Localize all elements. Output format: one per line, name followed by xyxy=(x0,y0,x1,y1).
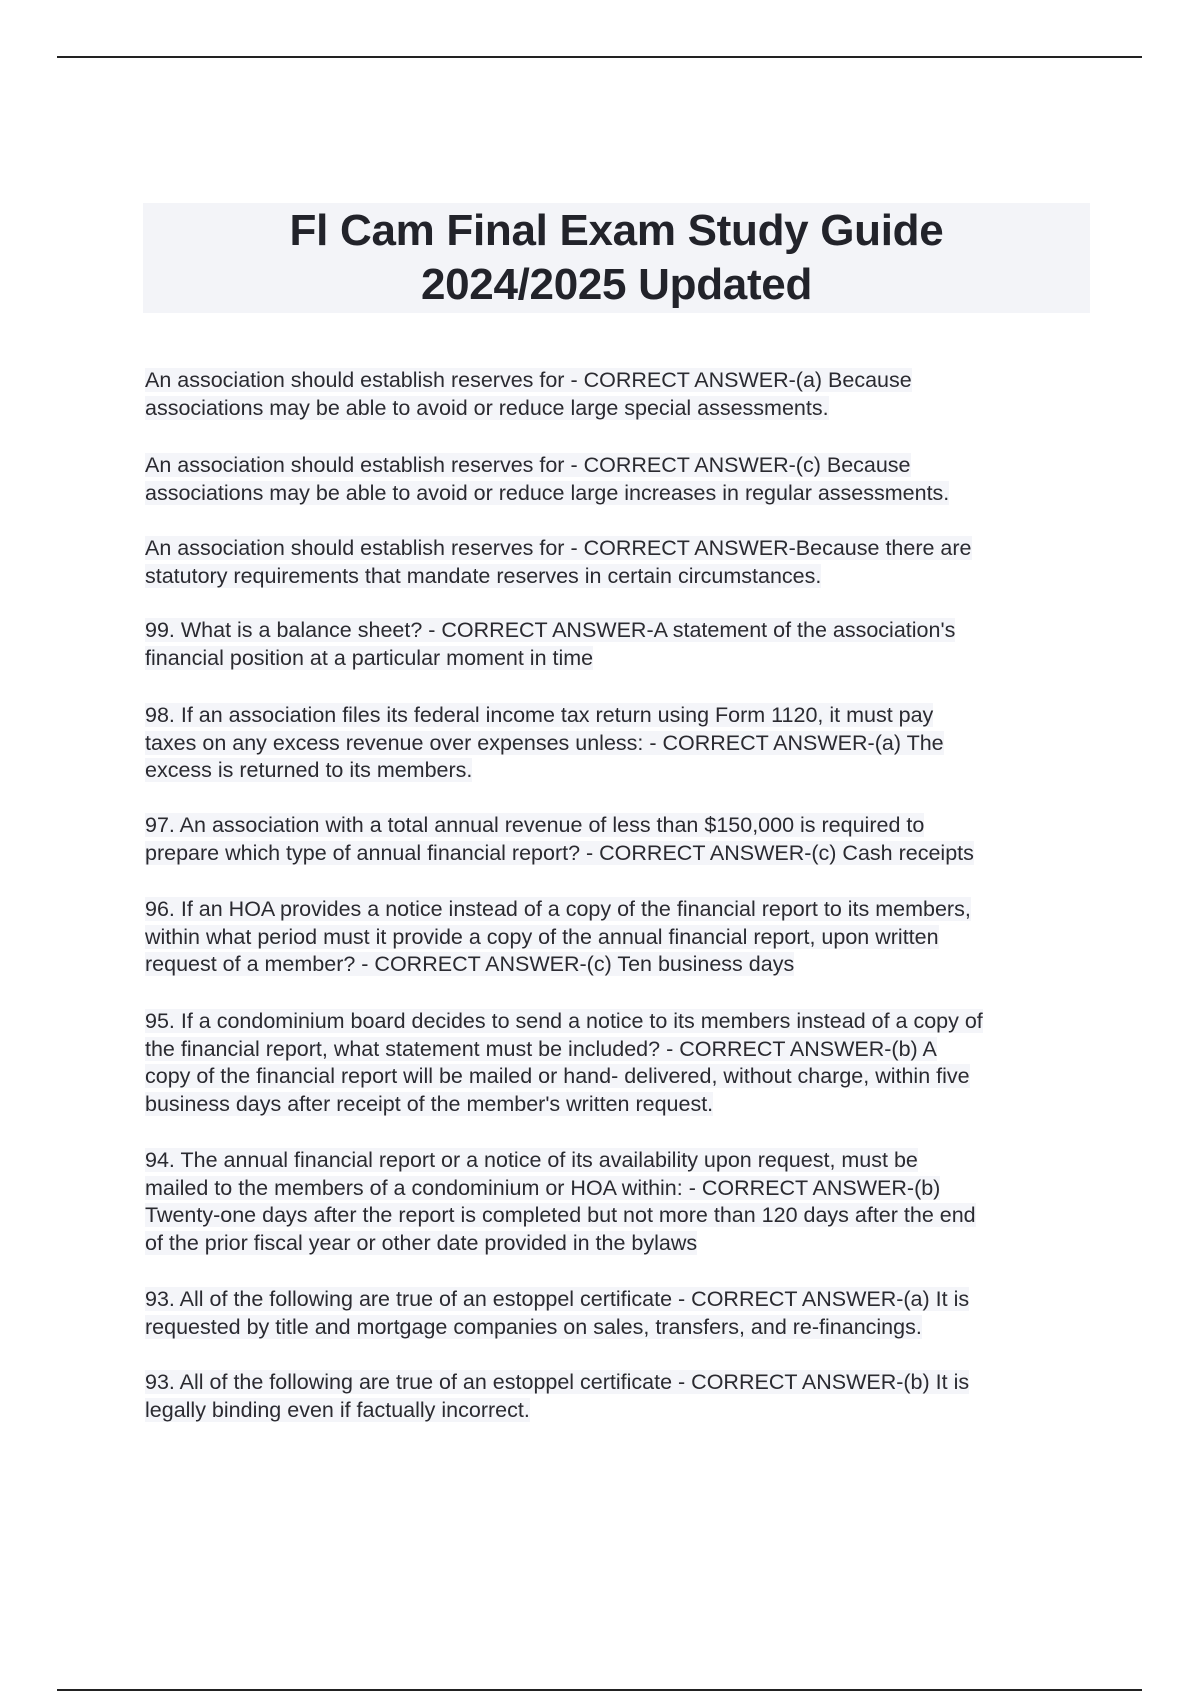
qa-line-text: prepare which type of annual financial report? - CORRECT ANSWER-(c) Cash receipts xyxy=(145,840,974,865)
qa-line xyxy=(145,757,1105,785)
qa-line-text: requested by title and mortgage companies on sales, transfers, and re-financings. xyxy=(145,1314,922,1339)
qa-item xyxy=(145,535,1105,590)
qa-line-text: 97. An association with a total annual revenue of less than $150,000 is required to xyxy=(145,813,925,837)
qa-line xyxy=(145,395,1105,423)
qa-line xyxy=(145,452,1105,480)
qa-item xyxy=(145,1286,1105,1341)
qa-line-text: An association should establish reserves for - CORRECT ANSWER-(c) Because xyxy=(145,453,911,477)
qa-line xyxy=(145,563,1105,591)
qa-item xyxy=(145,1008,1105,1118)
qa-item xyxy=(145,367,1105,422)
qa-line xyxy=(145,1175,1105,1203)
qa-line xyxy=(145,1369,1105,1397)
qa-item xyxy=(145,812,1105,867)
qa-item xyxy=(145,1147,1105,1257)
qa-line-text: of the prior fiscal year or other date provided in the bylaws xyxy=(145,1230,698,1255)
qa-line xyxy=(145,480,1105,508)
qa-line-text: 93. All of the following are true of an estoppel certificate - CORRECT ANSWER-(a) It is xyxy=(145,1287,970,1311)
qa-line xyxy=(145,730,1105,758)
qa-item xyxy=(145,452,1105,507)
qa-line xyxy=(145,1286,1105,1314)
qa-line-text: within what period must it provide a copy of the annual financial report, upon written xyxy=(145,924,939,949)
qa-line-text: 93. All of the following are true of an estoppel certificate - CORRECT ANSWER-(b) It is xyxy=(145,1370,970,1394)
qa-line xyxy=(145,1091,1105,1119)
qa-line-text: the financial report, what statement must be included? - CORRECT ANSWER-(b) A xyxy=(145,1036,937,1061)
qa-line-text: request of a member? - CORRECT ANSWER-(c) Ten business days xyxy=(145,952,795,976)
qa-line-text: 99. What is a balance sheet? - CORRECT ANSWER-A statement of the association's xyxy=(145,618,956,642)
qa-line-text: statutory requirements that mandate reserves in certain circumstances. xyxy=(145,563,822,588)
qa-item xyxy=(145,1369,1105,1424)
qa-item xyxy=(145,702,1105,785)
bottom-rule xyxy=(57,1689,1142,1691)
qa-line xyxy=(145,1397,1105,1425)
qa-line-text: business days after receipt of the member's written request. xyxy=(145,1091,714,1116)
title-line-2: 2024/2025 Updated xyxy=(420,260,813,309)
top-rule xyxy=(57,56,1142,58)
qa-line-text: associations may be able to avoid or reduce large increases in regular assessments. xyxy=(145,480,950,505)
qa-line xyxy=(145,645,1105,673)
qa-item xyxy=(145,617,1105,672)
qa-line xyxy=(145,1147,1105,1175)
qa-line xyxy=(145,1202,1105,1230)
qa-line-text: taxes on any excess revenue over expenses unless: - CORRECT ANSWER-(a) The xyxy=(145,730,944,755)
qa-line-text: An association should establish reserves for - CORRECT ANSWER-(a) Because xyxy=(145,368,912,392)
qa-line-text: excess is returned to its members. xyxy=(145,758,473,782)
qa-line-text: financial position at a particular moment in time xyxy=(145,645,594,670)
qa-line-text: 94. The annual financial report or a notice of its availability upon request, must be xyxy=(145,1148,918,1172)
qa-line xyxy=(145,896,1105,924)
qa-line-text: legally binding even if factually incorrect. xyxy=(145,1397,530,1422)
document-title xyxy=(143,203,1090,313)
qa-line xyxy=(145,1230,1105,1258)
qa-line-text: 95. If a condominium board decides to send a notice to its members instead of a copy of xyxy=(145,1009,983,1033)
qa-line-text: copy of the financial report will be mailed or hand- delivered, without charge, within five xyxy=(145,1064,970,1088)
qa-line-text: 98. If an association files its federal income tax return using Form 1120, it must pay xyxy=(145,703,934,727)
qa-line xyxy=(145,951,1105,979)
qa-line-text: mailed to the members of a condominium or HOA within: - CORRECT ANSWER-(b) xyxy=(145,1175,941,1200)
qa-line xyxy=(145,702,1105,730)
qa-line-text: Twenty-one days after the report is completed but not more than 120 days after the end xyxy=(145,1203,976,1227)
title-line-1: Fl Cam Final Exam Study Guide xyxy=(289,206,944,255)
qa-line xyxy=(145,924,1105,952)
qa-line xyxy=(145,1314,1105,1342)
qa-line xyxy=(145,1036,1105,1064)
qa-line-text: 96. If an HOA provides a notice instead of a copy of the financial report to its members, xyxy=(145,897,971,921)
qa-item xyxy=(145,896,1105,979)
qa-line-text: An association should establish reserves for - CORRECT ANSWER-Because there are xyxy=(145,536,972,560)
qa-line xyxy=(145,535,1105,563)
qa-line xyxy=(145,367,1105,395)
qa-line xyxy=(145,812,1105,840)
qa-line xyxy=(145,1063,1105,1091)
qa-line xyxy=(145,1008,1105,1036)
qa-line-text: associations may be able to avoid or reduce large special assessments. xyxy=(145,395,829,420)
qa-line xyxy=(145,840,1105,868)
qa-line xyxy=(145,617,1105,645)
